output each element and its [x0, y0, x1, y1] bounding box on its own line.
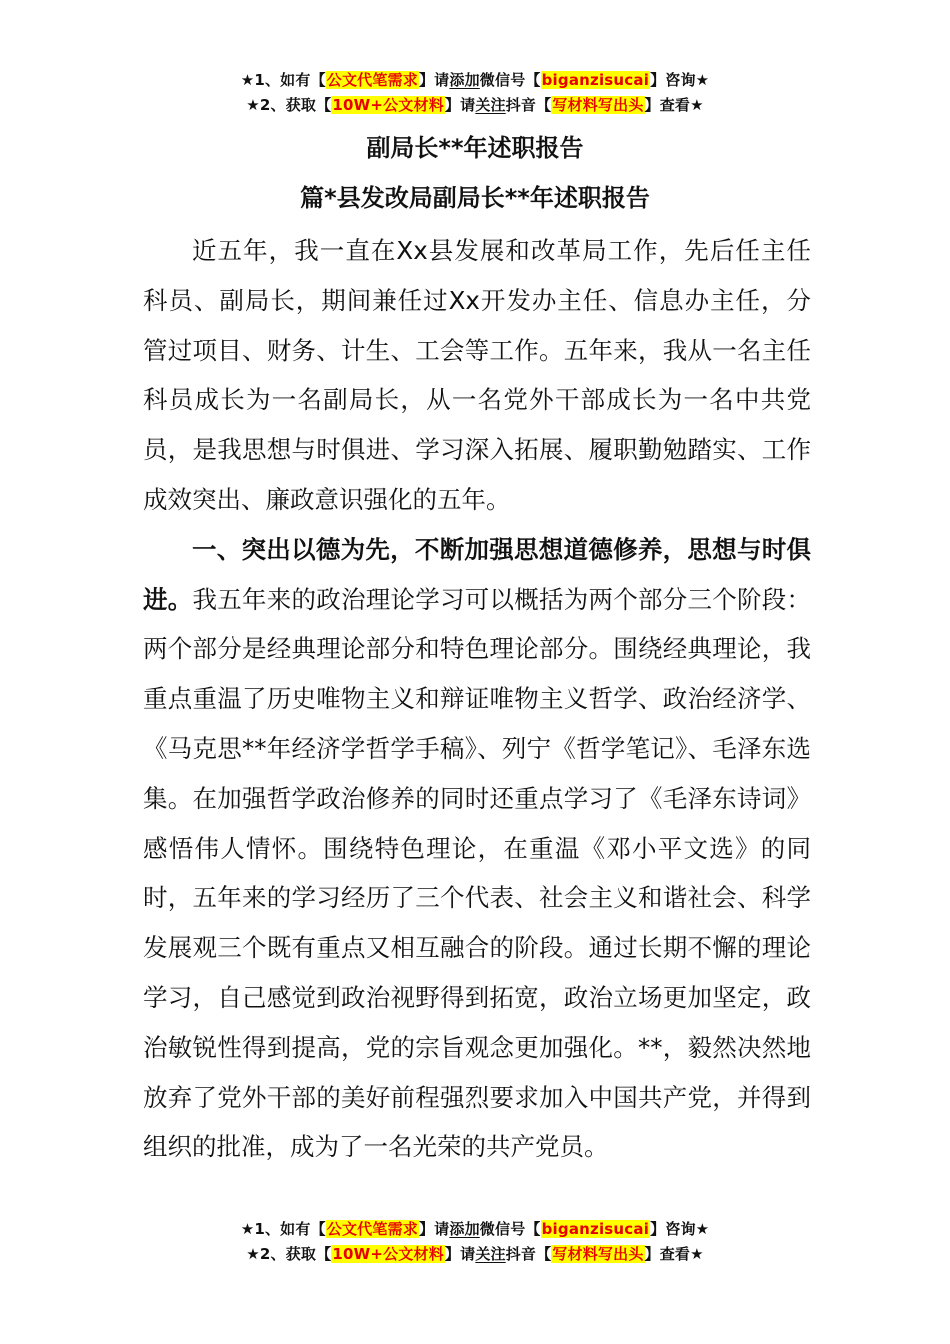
paragraph-section-1: [143, 525, 811, 1172]
banner-text: 】咨询★: [650, 71, 710, 89]
banner-line-1: [0, 68, 950, 93]
banner-text: 】请: [444, 1245, 476, 1263]
highlight-douyin-account: 写材料写出头: [552, 96, 644, 114]
banner-underlined-text: 添加: [449, 71, 480, 89]
banner-underlined-text: 关注: [475, 1245, 506, 1263]
document-title: 副局长**年述职报告: [366, 134, 584, 162]
highlight-douyin-account: 写材料写出头: [552, 1245, 644, 1263]
highlight-materials: 10W+公文材料: [332, 1245, 444, 1263]
highlight-writing-service: 公文代笔需求: [326, 1220, 418, 1238]
paragraph-intro: 近五年，我一直在Xx县发展和改革局工作，先后任主任科员、副局长，期间兼任过Xx开发办主任、信息办主任，分管过项目、财务、计生、工会等工作。五年来，我从一名主任科员成长为一名副局长，从一名党外干部成长为一名中共党员，是我思想与时俱进、学习深入拓展、履职勤勉踏实、工作成效突出、廉政意识强化的五年。: [143, 236, 811, 514]
banner-text: 】查看★: [644, 96, 704, 114]
banner-text: 】请: [444, 96, 476, 114]
banner-line-1: [0, 1217, 950, 1242]
banner-text: 微信号【: [479, 1220, 541, 1238]
banner-text: ★1、如有【: [240, 1220, 326, 1238]
banner-text: 抖音【: [505, 1245, 552, 1263]
highlight-wechat-id: biganzisucai: [541, 71, 650, 89]
banner-text: ★1、如有【: [240, 71, 326, 89]
banner-text: 微信号【: [479, 71, 541, 89]
section-heading: 一、突出以德为先，不断加强思想道德修养，思想与时俱进。: [143, 534, 811, 614]
banner-text: ★2、获取【: [246, 1245, 332, 1263]
banner-underlined-text: 添加: [449, 1220, 480, 1238]
highlight-materials: 10W+公文材料: [332, 96, 444, 114]
document-subtitle: 篇*县发改局副局长**年述职报告: [300, 184, 650, 212]
banner-line-2: [0, 93, 950, 118]
banner-text: 】请: [418, 1220, 450, 1238]
bottom-banner: [0, 1217, 950, 1267]
highlight-writing-service: 公文代笔需求: [326, 71, 418, 89]
banner-text: 】查看★: [644, 1245, 704, 1263]
banner-text: 】咨询★: [650, 1220, 710, 1238]
top-banner: [0, 68, 950, 118]
banner-text: ★2、获取【: [246, 96, 332, 114]
banner-line-2: [0, 1242, 950, 1267]
highlight-wechat-id: biganzisucai: [541, 1220, 650, 1238]
section-text: 我五年来的政治理论学习可以概括为两个部分三个阶段：两个部分是经典理论部分和特色理论部分。围绕经典理论，我重点重温了历史唯物主义和辩证唯物主义哲学、政治经济学、《马克思**年经济学哲学手稿》、列宁《哲学笔记》、毛泽东选集。在加强哲学政治修养的同时还重点学习了《毛泽东诗词》感悟伟人情怀。围绕特色理论，在重温《邓小平文选》的同时，五年来的学习经历了三个代表、社会主义和谐社会、科学发展观三个既有重点又相互融合的阶段。通过长期不懈的理论学习，自己感觉到政治视野得到拓宽，政治立场更加坚定，政治敏锐性得到提高，党的宗旨观念更加强化。**，毅然决然地放弃了党外干部的美好前程强烈要求加入中国共产党，并得到组织的批准，成为了一名光荣的共产党员。: [143, 584, 811, 1162]
document-body: [143, 226, 811, 1172]
banner-text: 】请: [418, 71, 450, 89]
banner-underlined-text: 关注: [475, 96, 506, 114]
banner-text: 抖音【: [505, 96, 552, 114]
